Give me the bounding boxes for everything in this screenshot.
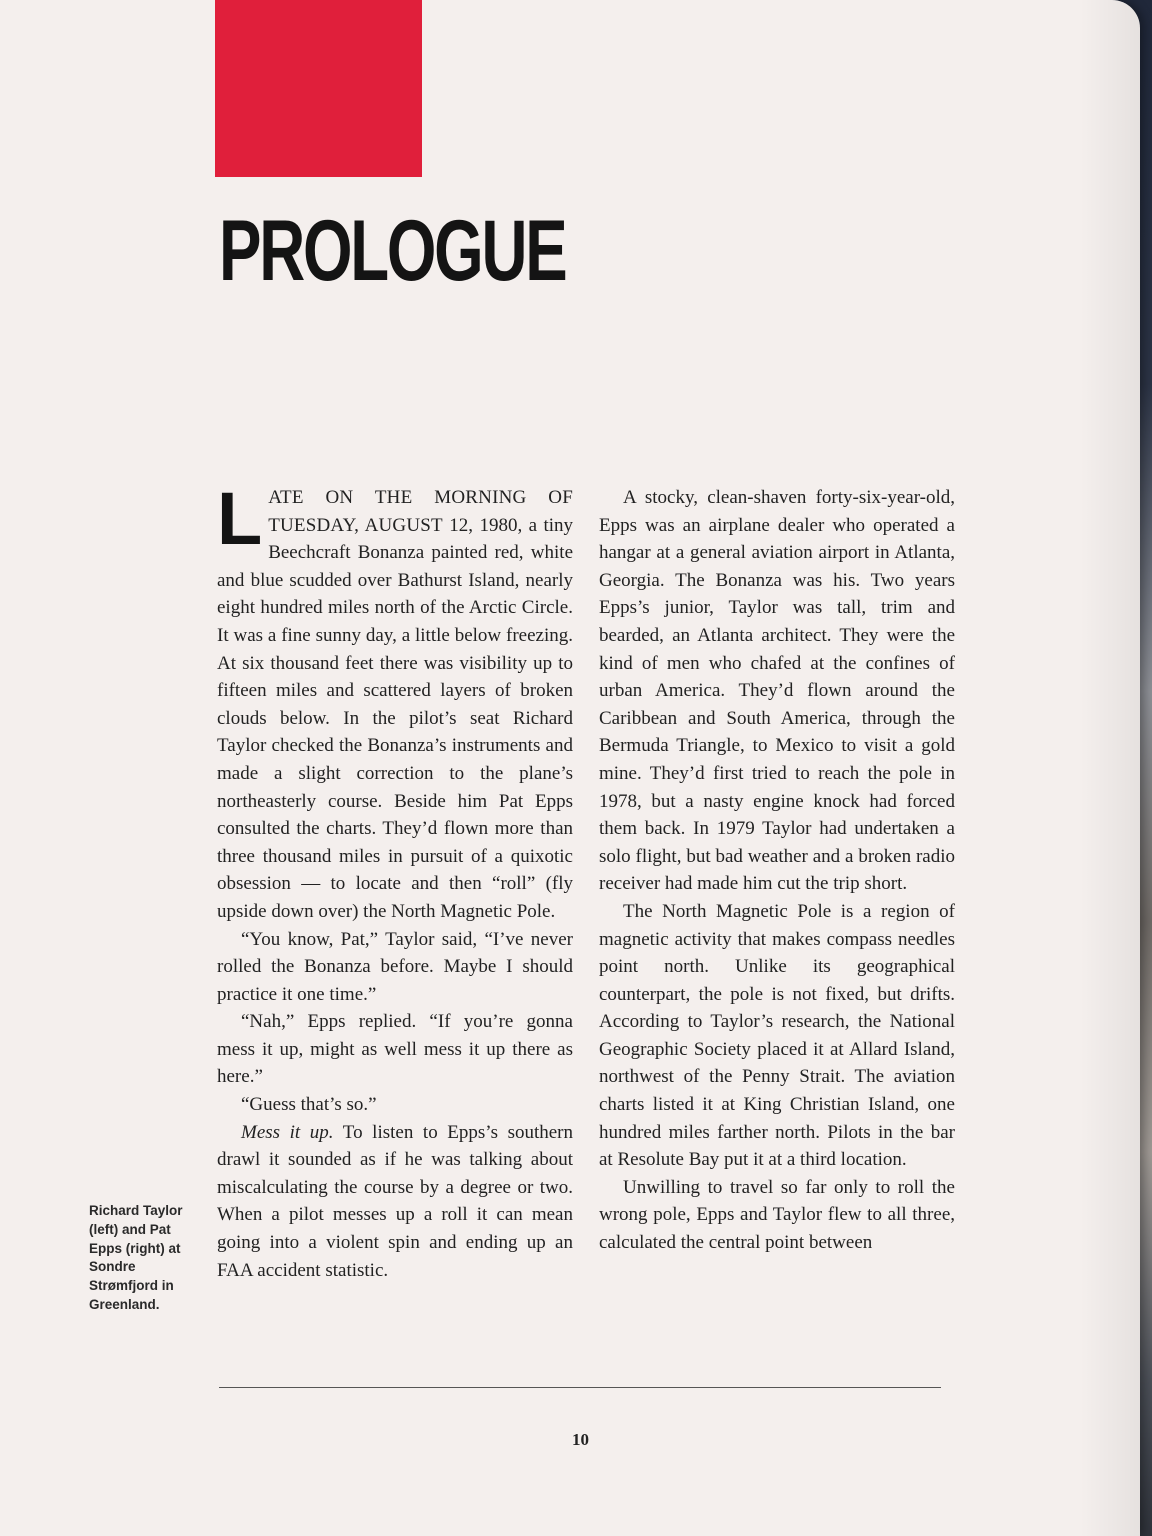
page-curve-shade xyxy=(1080,0,1140,1536)
photo-caption: Richard Taylor (left) and Pat Epps (right) at Sondre Strømfjord in Greenland. xyxy=(89,1203,183,1312)
footer-rule xyxy=(219,1387,941,1388)
paragraph: The North Magnetic Pole is a region of magnetic activity that makes compass needles point north. Unlike its geographical counterpart, the pole is not fixed, but drifts. According to Taylor’s research, the National Geographic Society placed it at Allard Island, northwest of the Penny Strait. The aviation charts listed it at King Christian Island, one hundred miles farther north. Pilots in the bar at Resolute Bay put it at a third location. xyxy=(599,900,955,1171)
page-number: 10 xyxy=(572,1430,589,1449)
paragraph xyxy=(217,1119,573,1285)
red-accent-block xyxy=(215,0,422,177)
lead-in-smallcaps: ATE ON THE MORNING OF TUESDAY, AUGUST xyxy=(268,487,573,536)
paragraph-text: 12, 1980, a tiny Beechcraft Bonanza painted red, white and blue scudded over Bathurst Island, nearly eight hundred miles north of the Arctic Circle. It was a fine sunny day, a little below freezing. At six thousand feet there was visibility up to fifteen miles and scattered layers of broken clouds below. In the pilot’s seat Richard Taylor checked the Bonanza’s instruments and made a slight correction to the plane’s northeasterly course. Beside him Pat Epps consulted the charts. They’d flown more than three thousand miles in pursuit of a quixotic obsession — to locate and then “roll” (fly upside down over) the North Magnetic Pole. xyxy=(217,514,574,922)
paragraph: “Guess that’s so.” xyxy=(241,1094,377,1116)
paragraph: A stocky, clean-shaven forty-six-year-old, Epps was an airplane dealer who operated a hangar at a general aviation airport in Atlanta, Georgia. The Bonanza was his. Two years Epps’s junior, Taylor was tall, trim and bearded, an Atlanta architect. They were the kind of men who chafed at the confines of urban America. They’d flown around the Caribbean and South America, through the Bermuda Triangle, to Mexico to visit a gold mine. They’d first tried to reach the pole in 1978, but a nasty engine knock had forced them back. In 1979 Taylor had undertaken a solo flight, but bad weather and a broken radio receiver had made him cut the trip short. xyxy=(599,487,955,895)
chapter-title: PROLOGUE xyxy=(219,203,566,299)
opening-paragraph xyxy=(217,477,574,926)
text-column-left xyxy=(217,477,574,1284)
italic-phrase: Mess it up. xyxy=(241,1121,334,1143)
paragraph: “You know, Pat,” Taylor said, “I’ve never rolled the Bonanza before. Maybe I should practice it one time.” xyxy=(217,928,573,1005)
text-column-right xyxy=(599,484,955,1257)
paragraph: “Nah,” Epps replied. “If you’re gonna mess it up, might as well mess it up there as here.” xyxy=(217,1011,573,1088)
paragraph-text: To listen to Epps’s southern drawl it sounded as if he was talking about miscalculating the course by a degree or two. When a pilot messes up a roll it can mean going into a violent spin and ending up an FAA accident statistic. xyxy=(217,1121,573,1281)
paragraph: Unwilling to travel so far only to roll the wrong pole, Epps and Taylor flew to all three, calculated the central point between xyxy=(599,1176,955,1254)
drop-cap: L xyxy=(217,477,263,560)
